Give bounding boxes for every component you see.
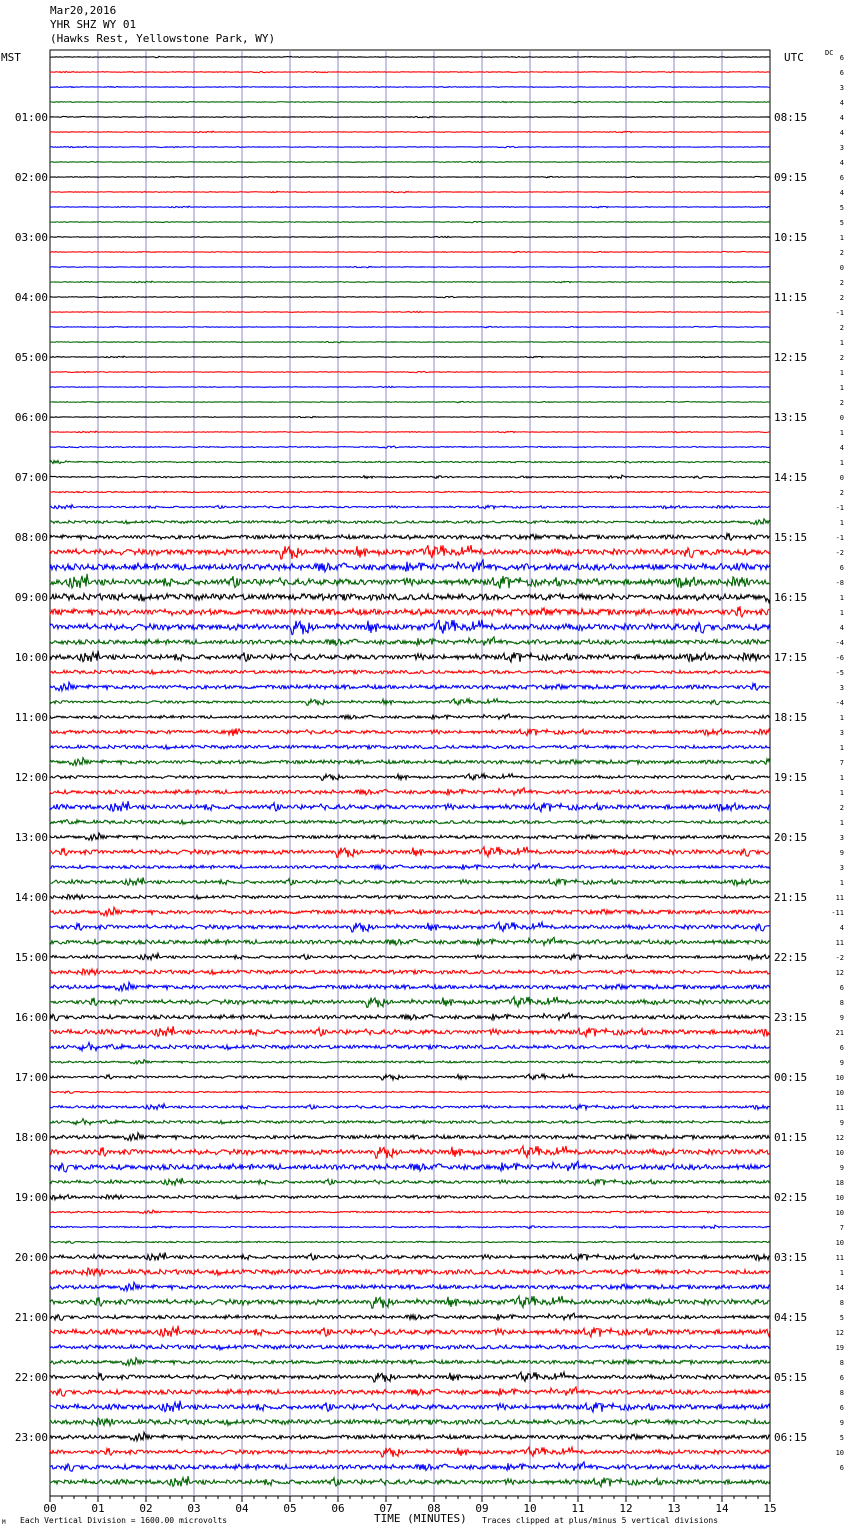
dc-offset-label: 1 (839, 879, 844, 887)
dc-offset-label: 21 (835, 1029, 844, 1037)
dc-offset-label: 4 (839, 189, 844, 197)
dc-offset-label: 1 (839, 819, 844, 827)
seismic-trace-row (50, 1133, 770, 1141)
mst-hour-label: 11:00 (14, 711, 48, 724)
seismic-trace-row (50, 877, 770, 885)
seismic-trace-row (50, 251, 770, 252)
x-tick-label: 05 (283, 1502, 297, 1515)
utc-hour-label: 13:15 (774, 411, 808, 424)
dc-offset-label: 6 (839, 1404, 844, 1412)
mst-hour-label: 17:00 (14, 1071, 48, 1084)
seismic-trace-row (50, 1345, 770, 1350)
mst-hour-label: 08:00 (14, 531, 48, 544)
dc-offset-label: 10 (835, 1194, 844, 1202)
dc-offset-label: 2 (839, 804, 844, 812)
dc-offset-label: 10 (835, 1239, 844, 1247)
seismic-trace-row (50, 545, 770, 559)
utc-hour-label: 12:15 (774, 351, 808, 364)
seismic-trace-row (50, 1146, 770, 1158)
dc-offset-label: -1 (835, 504, 844, 512)
seismic-trace-row (50, 341, 770, 342)
seismic-trace-row (50, 574, 770, 589)
dc-offset-label: 6 (839, 564, 844, 572)
seismic-trace-row (50, 1091, 770, 1093)
seismic-trace-row (50, 191, 770, 192)
utc-hour-label: 21:15 (774, 891, 808, 904)
utc-hour-label: 04:15 (774, 1311, 808, 1324)
utc-hour-label: 22:15 (774, 951, 808, 964)
seismic-trace-row (50, 475, 770, 478)
dc-offset-label: 5 (839, 1314, 844, 1322)
dc-offset-label: -2 (835, 954, 844, 962)
dc-offset-label: 12 (835, 1329, 844, 1337)
seismic-trace-row (50, 1042, 770, 1050)
dc-offset-label: 4 (839, 624, 844, 632)
seismic-trace-row (50, 533, 770, 540)
dc-label: DC (825, 49, 834, 57)
dc-offset-label: 1 (839, 789, 844, 797)
seismic-trace-row (50, 1225, 770, 1228)
dc-offset-label: 1 (839, 774, 844, 782)
seismic-trace-row (50, 296, 770, 298)
seismic-trace-row (50, 386, 770, 387)
seismic-trace-row (50, 71, 770, 72)
dc-offset-label: 0 (839, 414, 844, 422)
seismic-trace-row (50, 907, 770, 916)
seismic-trace-row (50, 982, 770, 991)
seismic-trace-row (50, 937, 770, 945)
dc-offset-label: 1 (839, 1269, 844, 1277)
mst-hour-label: 15:00 (14, 951, 48, 964)
mst-hour-label: 07:00 (14, 471, 48, 484)
x-tick-label: 03 (187, 1502, 201, 1515)
utc-hour-label: 03:15 (774, 1251, 808, 1264)
dc-offset-label: 7 (839, 1224, 844, 1232)
dc-offset-label: 1 (839, 519, 844, 527)
seismic-trace-row (50, 728, 770, 736)
dc-offset-label: 6 (839, 54, 844, 62)
seismic-trace-row (50, 491, 770, 493)
seismic-trace-row (50, 922, 770, 932)
dc-offset-label: 11 (835, 939, 844, 947)
mst-hour-label: 03:00 (14, 231, 48, 244)
utc-hour-label: 09:15 (774, 171, 808, 184)
seismic-trace-row (50, 86, 770, 87)
utc-hour-label: 01:15 (774, 1131, 808, 1144)
seismic-trace-row (50, 953, 770, 960)
seismic-trace-row (50, 1432, 770, 1441)
dc-offset-label: 6 (839, 984, 844, 992)
seismic-trace-row (50, 847, 770, 858)
dc-offset-label: 10 (835, 1449, 844, 1457)
x-tick-label: 11 (571, 1502, 585, 1515)
dc-offset-label: 0 (839, 264, 844, 272)
dc-offset-label: 9 (839, 1059, 844, 1067)
dc-offset-label: 4 (839, 114, 844, 122)
seismic-trace-row (50, 1282, 770, 1291)
dc-offset-label: 2 (839, 294, 844, 302)
seismic-trace-row (50, 326, 770, 327)
dc-offset-label: 3 (839, 729, 844, 737)
seismic-trace-row (50, 894, 770, 899)
seismic-trace-row (50, 1326, 770, 1337)
mst-hour-label: 02:00 (14, 171, 48, 184)
seismic-trace-row (50, 1476, 770, 1487)
dc-offset-label: 11 (835, 1254, 844, 1262)
dc-offset-label: 9 (839, 1014, 844, 1022)
dc-offset-label: -1 (835, 534, 844, 542)
seismic-trace-row (50, 820, 770, 825)
dc-offset-label: 8 (839, 1389, 844, 1397)
dc-offset-label: -6 (835, 654, 844, 662)
seismic-trace-row (50, 505, 770, 509)
seismic-trace-row (50, 519, 770, 525)
utc-hour-label: 02:15 (774, 1191, 808, 1204)
seismic-trace-row (50, 1462, 770, 1471)
seismic-trace-row (50, 131, 770, 133)
seismic-trace-row (50, 1268, 770, 1276)
seismic-trace-row (50, 1074, 770, 1080)
dc-offset-label: 1 (839, 369, 844, 377)
scale-note: Each Vertical Division = 1600.00 microvolts (20, 1516, 228, 1525)
dc-offset-label: 3 (839, 834, 844, 842)
dc-offset-label: 5 (839, 219, 844, 227)
seismic-trace-row (50, 651, 770, 662)
station-location: (Hawks Rest, Yellowstone Park, WY) (50, 32, 276, 45)
x-tick-label: 08 (427, 1502, 441, 1515)
dc-offset-label: 0 (839, 474, 844, 482)
seismic-trace-row (50, 1313, 770, 1320)
dc-offset-label: 10 (835, 1089, 844, 1097)
x-tick-label: 01 (91, 1502, 105, 1515)
seismic-trace-row (50, 606, 770, 617)
seismic-trace-row (50, 620, 770, 635)
seismic-trace-row (50, 1026, 770, 1037)
dc-offset-label: 1 (839, 609, 844, 617)
seismic-trace-row (50, 637, 770, 646)
dc-offset-label: 5 (839, 204, 844, 212)
dc-offset-label: 8 (839, 1299, 844, 1307)
seismic-trace-row (50, 146, 770, 148)
utc-hour-label: 11:15 (774, 291, 808, 304)
mst-hour-label: 13:00 (14, 831, 48, 844)
seismic-trace-row (50, 236, 770, 237)
dc-offset-label: 3 (839, 684, 844, 692)
utc-hour-label: 20:15 (774, 831, 808, 844)
seismic-trace-row (50, 1358, 770, 1366)
utc-hour-label: 16:15 (774, 591, 808, 604)
seismic-trace-row (50, 714, 770, 719)
dc-offset-label: 2 (839, 489, 844, 497)
dc-offset-label: 4 (839, 129, 844, 137)
dc-offset-label: 11 (835, 1104, 844, 1112)
mst-hour-label: 16:00 (14, 1011, 48, 1024)
seismic-trace-row (50, 1372, 770, 1382)
seismic-trace-row (50, 416, 770, 417)
seismic-trace-row (50, 1161, 770, 1172)
dc-offset-label: 4 (839, 444, 844, 452)
x-tick-label: 10 (523, 1502, 537, 1515)
dc-offset-label: 1 (839, 714, 844, 722)
dc-offset-label: 14 (835, 1284, 844, 1292)
seismic-trace-row (50, 594, 770, 603)
utc-hour-label: 05:15 (774, 1371, 808, 1384)
dc-offset-label: 10 (835, 1074, 844, 1082)
seismic-trace-row (50, 758, 770, 766)
plot-date: Mar20,2016 (50, 4, 117, 17)
seismic-trace-row (50, 1387, 770, 1396)
utc-hour-label: 23:15 (774, 1011, 808, 1024)
dc-offset-label: 6 (839, 1374, 844, 1382)
seismic-trace-row (50, 788, 770, 795)
x-tick-label: 06 (331, 1502, 345, 1515)
x-axis-title: TIME (MINUTES) (374, 1512, 467, 1525)
x-tick-label: 00 (43, 1502, 57, 1515)
seismic-trace-row (50, 997, 770, 1008)
dc-offset-label: 9 (839, 1119, 844, 1127)
seismic-trace-row (50, 56, 770, 57)
left-timezone-label: MST (1, 51, 21, 64)
x-tick-label: 04 (235, 1502, 249, 1515)
seismic-trace-row (50, 774, 770, 781)
dc-offset-label: 6 (839, 69, 844, 77)
dc-offset-label: 6 (839, 1464, 844, 1472)
x-tick-label: 12 (619, 1502, 633, 1515)
dc-offset-label: 1 (839, 429, 844, 437)
mst-hour-label: 19:00 (14, 1191, 48, 1204)
mst-hour-label: 23:00 (14, 1431, 48, 1444)
seismic-trace-row (50, 1252, 770, 1260)
dc-offset-label: 6 (839, 174, 844, 182)
dc-offset-label: 1 (839, 234, 844, 242)
utc-hour-label: 10:15 (774, 231, 808, 244)
seismic-trace-row (50, 801, 770, 812)
seismic-trace-row (50, 1418, 770, 1426)
seismic-trace-row (50, 1104, 770, 1110)
seismic-trace-row (50, 682, 770, 691)
dc-offset-label: 2 (839, 279, 844, 287)
seismic-trace-row (50, 1210, 770, 1214)
mst-hour-label: 22:00 (14, 1371, 48, 1384)
seismic-trace-row (50, 560, 770, 572)
mst-hour-label: 10:00 (14, 651, 48, 664)
mst-hour-label: 01:00 (14, 111, 48, 124)
seismic-trace-row (50, 1178, 770, 1185)
dc-offset-label: 1 (839, 339, 844, 347)
seismic-trace-row (50, 401, 770, 402)
seismic-trace-row (50, 1119, 770, 1125)
dc-offset-label: -2 (835, 549, 844, 557)
dc-offset-label: 19 (835, 1344, 844, 1352)
mst-hour-label: 14:00 (14, 891, 48, 904)
utc-hour-label: 08:15 (774, 111, 808, 124)
dc-offset-label: 4 (839, 99, 844, 107)
dc-offset-label: 12 (835, 969, 844, 977)
seismic-trace-row (50, 863, 770, 869)
seismic-trace-row (50, 745, 770, 749)
mst-hour-label: 21:00 (14, 1311, 48, 1324)
seismic-trace-row (50, 446, 770, 448)
seismic-trace-row (50, 1296, 770, 1308)
dc-offset-label: 9 (839, 849, 844, 857)
dc-offset-label: 8 (839, 1359, 844, 1367)
dc-offset-label: 1 (839, 459, 844, 467)
seismic-trace-row (50, 670, 770, 674)
dc-offset-label: 10 (835, 1149, 844, 1157)
dc-offset-label: -4 (835, 639, 844, 647)
seismic-trace-row (50, 1060, 770, 1064)
dc-offset-label: -4 (835, 699, 844, 707)
seismic-trace-row (50, 699, 770, 706)
mst-hour-label: 12:00 (14, 771, 48, 784)
dc-offset-label: -5 (835, 669, 844, 677)
dc-offset-label: 4 (839, 159, 844, 167)
dc-offset-label: 2 (839, 324, 844, 332)
dc-offset-label: 3 (839, 144, 844, 152)
dc-offset-label: 3 (839, 864, 844, 872)
x-tick-label: 02 (139, 1502, 153, 1515)
dc-offset-label: -1 (835, 309, 844, 317)
dc-offset-label: -11 (831, 909, 844, 917)
dc-offset-label: 12 (835, 1134, 844, 1142)
seismic-trace-row (50, 1241, 770, 1243)
dc-offset-label: 10 (835, 1209, 844, 1217)
seismic-trace-row (50, 1447, 770, 1457)
clip-note: Traces clipped at plus/minus 5 vertical divisions (482, 1516, 719, 1525)
footer-mark: M (2, 1519, 6, 1526)
x-tick-label: 07 (379, 1502, 393, 1515)
seismic-trace-row (50, 1195, 770, 1200)
dc-offset-label: 2 (839, 399, 844, 407)
utc-hour-label: 15:15 (774, 531, 808, 544)
x-tick-label: 13 (667, 1502, 681, 1515)
dc-offset-label: 6 (839, 1044, 844, 1052)
dc-offset-label: 2 (839, 354, 844, 362)
mst-hour-label: 20:00 (14, 1251, 48, 1264)
seismic-trace-row (50, 460, 770, 463)
dc-offset-label: 2 (839, 249, 844, 257)
seismic-trace-row (50, 1401, 770, 1412)
dc-offset-label: 3 (839, 84, 844, 92)
seismic-trace-row (50, 969, 770, 975)
dc-offset-label: 1 (839, 744, 844, 752)
seismic-trace-row (50, 833, 770, 840)
dc-offset-label: 7 (839, 759, 844, 767)
mst-hour-label: 09:00 (14, 591, 48, 604)
x-tick-label: 15 (763, 1502, 777, 1515)
dc-offset-label: 11 (835, 894, 844, 902)
seismic-trace-row (50, 161, 770, 162)
dc-offset-label: 1 (839, 594, 844, 602)
utc-hour-label: 18:15 (774, 711, 808, 724)
dc-offset-label: 9 (839, 1419, 844, 1427)
utc-hour-label: 17:15 (774, 651, 808, 664)
x-tick-label: 09 (475, 1502, 489, 1515)
seismic-trace-row (50, 266, 770, 267)
seismic-trace-row (50, 371, 770, 373)
seismic-trace-row (50, 431, 770, 433)
seismic-trace-row (50, 311, 770, 312)
seismic-trace-row (50, 1013, 770, 1021)
dc-offset-label: 4 (839, 924, 844, 932)
mst-hour-label: 06:00 (14, 411, 48, 424)
seismic-trace-row (50, 221, 770, 223)
utc-hour-label: 06:15 (774, 1431, 808, 1444)
seismic-trace-row (50, 356, 770, 358)
dc-offset-label: 18 (835, 1179, 844, 1187)
dc-offset-label: 9 (839, 1164, 844, 1172)
seismic-trace-row (50, 116, 770, 117)
utc-hour-label: 14:15 (774, 471, 808, 484)
x-tick-label: 14 (715, 1502, 729, 1515)
dc-offset-label: 5 (839, 1434, 844, 1442)
mst-hour-label: 04:00 (14, 291, 48, 304)
mst-hour-label: 18:00 (14, 1131, 48, 1144)
utc-hour-label: 00:15 (774, 1071, 808, 1084)
dc-offset-label: -8 (835, 579, 844, 587)
seismic-trace-row (50, 206, 770, 208)
seismic-trace-row (50, 176, 770, 177)
dc-offset-label: 1 (839, 384, 844, 392)
dc-offset-label: 8 (839, 999, 844, 1007)
mst-hour-label: 05:00 (14, 351, 48, 364)
seismic-trace-row (50, 281, 770, 283)
station-id: YHR SHZ WY 01 (50, 18, 137, 31)
utc-hour-label: 19:15 (774, 771, 808, 784)
seismic-trace-row (50, 101, 770, 102)
right-timezone-label: UTC (784, 51, 804, 64)
